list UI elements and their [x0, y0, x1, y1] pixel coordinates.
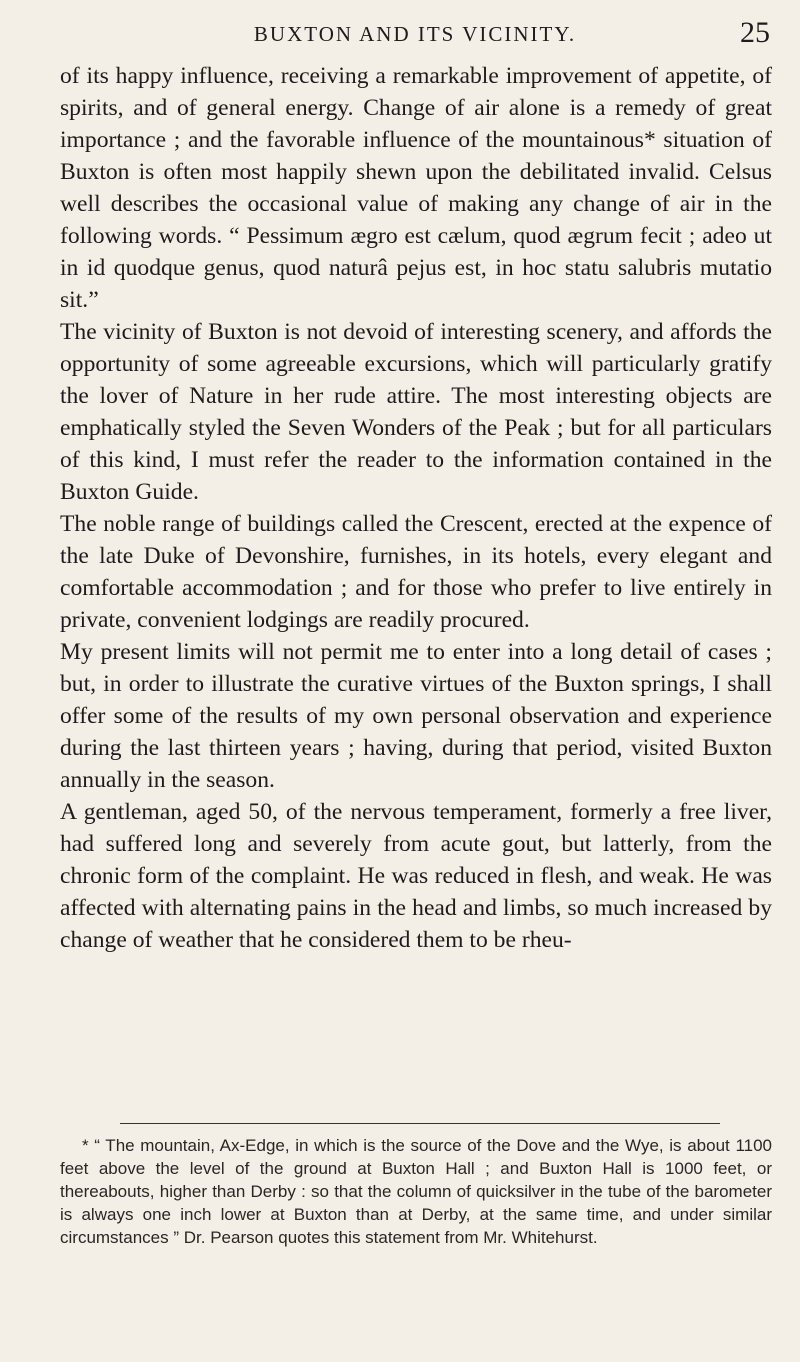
body-text [60, 60, 772, 956]
paragraph-2: The vicinity of Buxton is not devoid of interesting scenery, and affords the opportunity of some agreeable excursions, which will particularly gratify the lover of Nature in her rude attire. The most interesting objects are emphatically styled the Seven Wonders of the Peak ; but for all particulars of this kind, I must refer the reader to the information contained in the Buxton Guide. [60, 319, 772, 505]
paragraph-4: My present limits will not permit me to enter into a long detail of cases ; but, in order to illustrate the curative virtues of the Buxton springs, I shall offer some of the results of my own personal observation and experience during the last thirteen years ; having, during that period, visited Buxton annually in the season. [60, 639, 772, 793]
footnote [60, 1134, 772, 1249]
page-number: 25 [740, 16, 770, 49]
paragraph-3: The noble range of buildings called the Crescent, erected at the expence of the late Duke of Devonshire, furnishes, in its hotels, every elegant and comfortable accommodation ; and for those who prefer to live entirely in private, convenient lodgings are readily procured. [60, 511, 772, 633]
running-head [60, 14, 770, 54]
footnote-divider [120, 1123, 720, 1124]
paragraph-5: A gentleman, aged 50, of the nervous temperament, formerly a free liver, had suffered long and severely from acute gout, but latterly, from the chronic form of the complaint. He was reduced in flesh, and weak. He was affected with alternating pains in the head and limbs, so much increased by change of weather that he considered them to be rheu- [60, 799, 772, 953]
paragraph-1: of its happy influence, receiving a remarkable improvement of appetite, of spirits, and of general energy. Change of air alone is a remedy of great importance ; and the favorable influence of the mountainous* situation of Buxton is often most happily shewn upon the debilitated invalid. Celsus well describes the occasional value of making any change of air in the following words. “ Pessimum ægro est cælum, quod ægrum fecit ; adeo ut in id quodque genus, quod naturâ pejus est, in hoc statu salubris mutatio sit.” [60, 63, 772, 313]
running-title: BUXTON AND ITS VICINITY. [253, 22, 577, 46]
footnote-text: * “ The mountain, Ax-Edge, in which is the source of the Dove and the Wye, is about 1100 feet above the level of the ground at Buxton Hall ; and Buxton Hall is 1000 feet, or thereabouts, higher than Derby : so that the column of quicksilver in the tube of the barometer is always one inch lower at Buxton than at Derby, at the same time, and under similar circumstances ” Dr. Pearson quotes this statement from Mr. Whitehurst. [60, 1136, 772, 1247]
